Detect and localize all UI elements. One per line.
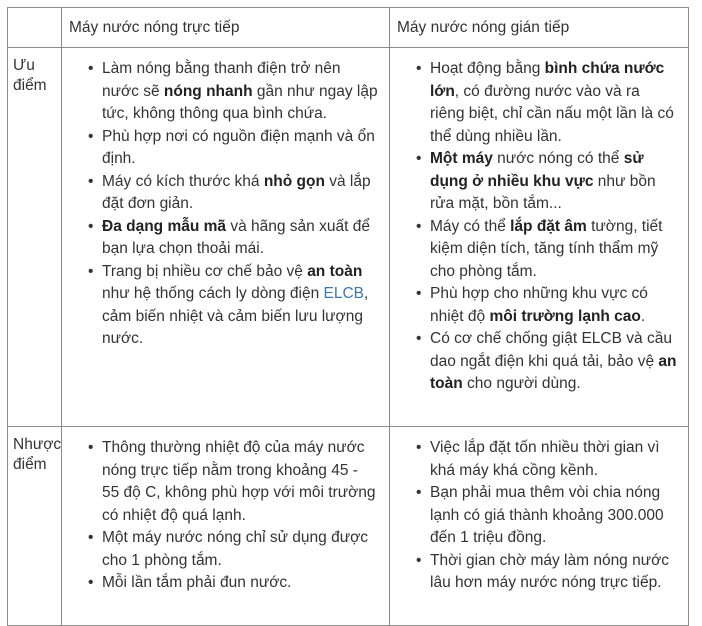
list-advantages-direct	[62, 58, 379, 351]
bullet-icon: •	[88, 127, 94, 145]
list-item: • Trang bị nhiều cơ chế bảo vệ an toàn như hệ thống cách ly dòng điện ELCB, cảm biến nhiệt và cảm biến lưu lượng nước.	[88, 262, 369, 347]
elcb-link[interactable]: ELCB	[323, 285, 365, 302]
list-item: • Máy có thể lắp đặt âm tường, tiết kiệm diện tích, tăng tính thẩm mỹ cho phòng tắm.	[416, 217, 663, 280]
bullet-icon: •	[88, 217, 94, 235]
header-direct: Máy nước nóng trực tiếp	[62, 8, 390, 48]
header-row	[8, 8, 689, 48]
bullet-icon: •	[88, 439, 94, 456]
bullet-icon: •	[88, 60, 94, 77]
list-item: • Làm nóng bằng thanh điện trở nên nước sẽ nóng nhanh gần như ngay lập tức, không thông qua bình chứa.	[88, 60, 378, 122]
list-item: • Thời gian chờ máy làm nóng nước lâu hơn máy nước nóng trực tiếp.	[416, 551, 670, 591]
list-advantages-indirect	[390, 58, 678, 396]
row-label-disadvantages: Nhược điểm	[8, 427, 62, 626]
bullet-icon: •	[416, 484, 422, 501]
bullet-icon: •	[416, 150, 422, 167]
cell-advantages-direct	[62, 48, 390, 427]
row-advantages	[8, 48, 689, 427]
cell-disadvantages-direct	[62, 427, 390, 626]
list-item: • Một máy nước nóng chỉ sử dụng được cho 1 phòng tắm.	[88, 529, 368, 569]
bullet-icon: •	[88, 172, 94, 190]
cell-disadvantages-indirect	[390, 427, 689, 626]
comparison-table	[7, 7, 689, 626]
bullet-icon: •	[416, 285, 422, 302]
bullet-icon: •	[88, 262, 94, 280]
bullet-icon: •	[416, 60, 422, 77]
list-item: • Hoạt động bằng bình chứa nước lớn, có đường nước vào và ra riêng biệt, chỉ cần nấu một lần là có thể dùng nhiều lần.	[416, 60, 674, 145]
list-item: • Thông thường nhiệt độ của máy nước nóng trực tiếp nằm trong khoảng 45 - 55 độ C, không phù hợp với môi trường có nhiệt độ quá lạnh.	[88, 439, 376, 524]
list-item: • Việc lắp đặt tốn nhiều thời gian vì khá máy khá cồng kềnh.	[416, 439, 660, 479]
header-indirect: Máy nước nóng gián tiếp	[390, 8, 689, 48]
bullet-icon: •	[88, 529, 94, 546]
bullet-icon: •	[416, 330, 422, 347]
list-item: • Bạn phải mua thêm vòi chia nóng lạnh có giá thành khoảng 300.000 đến 1 triệu đồng.	[416, 484, 664, 546]
bullet-icon: •	[88, 574, 94, 591]
row-disadvantages	[8, 427, 689, 626]
list-item: • Phù hợp cho những khu vực có nhiệt độ môi trường lạnh cao.	[416, 285, 648, 325]
list-item: • Mỗi lần tắm phải đun nước.	[102, 572, 379, 595]
cell-advantages-indirect	[390, 48, 689, 427]
list-item: • Một máy nước nóng có thể sử dụng ở nhiều khu vực như bồn rửa mặt, bồn tắm...	[416, 150, 656, 212]
list-disadvantages-direct	[62, 437, 379, 595]
row-label-advantages: Ưu điểm	[8, 48, 62, 427]
list-disadvantages-indirect	[390, 437, 678, 595]
list-item: • Đa dạng mẫu mã và hãng sản xuất để bạn lựa chọn thoải mái.	[88, 217, 370, 257]
bullet-icon: •	[416, 439, 422, 456]
list-item: • Có cơ chế chống giật ELCB và cầu dao ngắt điện khi quá tải, bảo vệ an toàn cho người dùng.	[416, 330, 677, 392]
list-item: • Máy có kích thước khá nhỏ gọn và lắp đặt đơn giản.	[88, 172, 371, 212]
bullet-icon: •	[416, 551, 422, 569]
list-item: • Phù hợp nơi có nguồn điện mạnh và ổn định.	[88, 127, 375, 167]
bullet-icon: •	[416, 217, 422, 235]
header-empty-cell	[8, 8, 62, 48]
